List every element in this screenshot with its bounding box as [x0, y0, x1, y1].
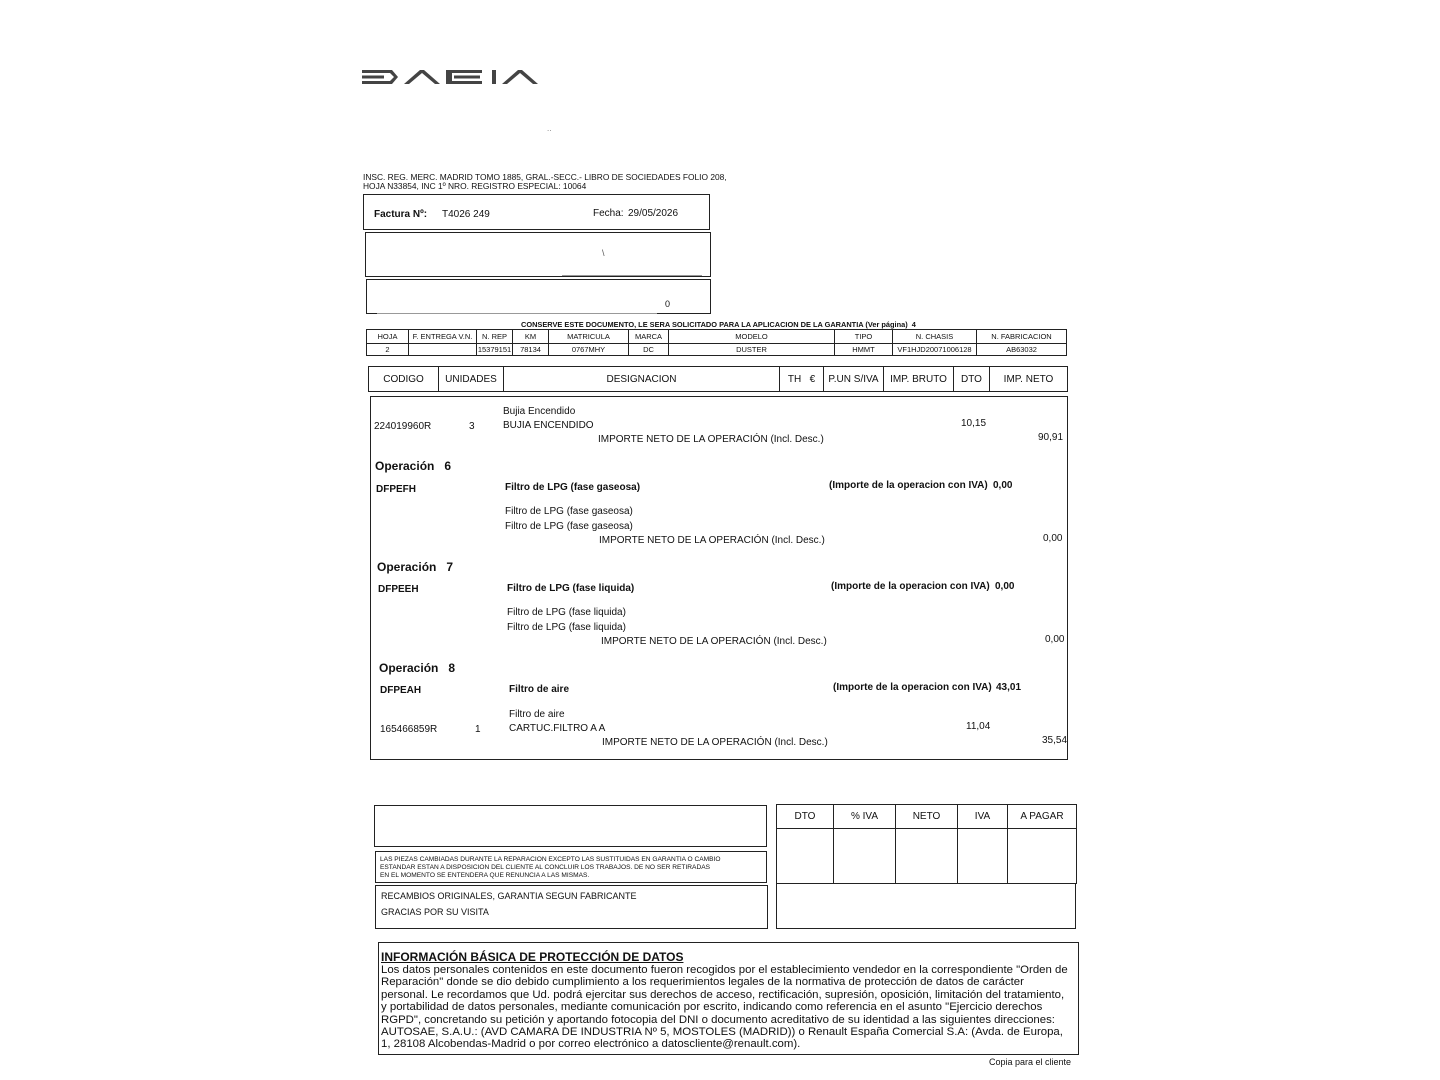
op7-title: Operación 7 [377, 560, 454, 574]
op6-name: Filtro de LPG (fase gaseosa) [505, 482, 641, 493]
totals-a-pagar [1008, 829, 1077, 884]
vehicle-header-tipo: TIPO [835, 330, 893, 344]
scan-speck: .. [547, 124, 552, 133]
op8-price: 11,04 [966, 721, 991, 732]
client-box [365, 232, 711, 277]
totals-neto [896, 829, 958, 884]
col-imp-bruto: IMP. BRUTO [884, 367, 954, 392]
invoice-number-label: Factura Nº: [374, 209, 428, 220]
vehicle-marca: DC [629, 344, 669, 356]
invoice-date: 29/05/2026 [628, 208, 679, 219]
op8-part: CARTUC.FILTRO A A [509, 723, 606, 734]
vehicle-header-marca: MARCA [629, 330, 669, 344]
op8-iva: 43,01 [996, 682, 1022, 693]
footer-blank-box [374, 805, 767, 847]
totals-iva-pct [834, 829, 896, 884]
op7-iva-label: (Importe de la operacion con IVA) [831, 581, 990, 592]
col-imp-neto: IMP. NETO [990, 367, 1068, 392]
vehicle-header-matricula: MATRICULA [549, 330, 629, 344]
euro-sign: € [809, 373, 816, 385]
vehicle-header-modelo: MODELO [669, 330, 835, 344]
op6-iva-label: (Importe de la operacion con IVA) [829, 480, 988, 491]
rgpd-title: INFORMACIÓN BÁSICA DE PROTECCIÓN DE DATOS [381, 950, 684, 964]
col-dto: DTO [954, 367, 990, 392]
op8-net: 35,54 [1042, 735, 1068, 746]
registry-line-2: HOJA N33854, INC 1º NRO. REGISTRO ESPECIAL: 10064 [363, 181, 587, 191]
item1-net: 90,91 [1038, 432, 1064, 443]
col-th: TH € [780, 367, 824, 392]
totals-header-dto: DTO [777, 805, 834, 829]
invoice-number: T4026 249 [442, 209, 490, 220]
op7-net: 0,00 [1045, 634, 1065, 645]
col-pun: P.UN S/IVA [824, 367, 884, 392]
parts-notice-1: LAS PIEZAS CAMBIADAS DURANTE LA REPARACION EXCEPTO LAS SUSTITUIDAS EN GARANTIA O CAMBIO [380, 856, 721, 863]
vehicle-header-rep: N. REP [477, 330, 513, 344]
client-mark: \ [602, 248, 605, 258]
op7-desc1: Filtro de LPG (fase liquida) [507, 607, 626, 618]
op8-code: DFPEAH [380, 685, 422, 696]
op8-desc1: Filtro de aire [509, 709, 565, 720]
item1-code: 224019960R [374, 421, 432, 432]
op6-iva: 0,00 [993, 480, 1013, 491]
vehicle-table [366, 329, 1067, 356]
original-parts: RECAMBIOS ORIGINALES, GARANTIA SEGUN FABRICANTE [381, 891, 637, 901]
totals-dto [777, 829, 834, 884]
op8-name: Filtro de aire [509, 684, 570, 695]
vehicle-fabricacion: AB63032 [977, 344, 1067, 356]
op6-num: 6 [444, 459, 452, 473]
op8-code2: 165466859R [380, 724, 438, 735]
items-header-table [368, 366, 1068, 392]
thanks: GRACIAS POR SU VISITA [381, 907, 489, 917]
totals-header-iva: IVA [958, 805, 1008, 829]
op8-title: Operación 8 [379, 661, 456, 675]
op6-title: Operación 6 [375, 459, 452, 473]
totals-table [776, 804, 1077, 884]
totals-header-iva-pct: % IVA [834, 805, 896, 829]
invoice-number-box [363, 194, 710, 230]
op6-desc2: Filtro de LPG (fase gaseosa) [505, 521, 633, 532]
item1-net-label: IMPORTE NETO DE LA OPERACIÓN (Incl. Desc.) [598, 434, 824, 445]
vehicle-km: 78134 [513, 344, 549, 356]
vehicle-entrega [409, 344, 477, 356]
op7-desc2: Filtro de LPG (fase liquida) [507, 622, 626, 633]
op6-desc1: Filtro de LPG (fase gaseosa) [505, 506, 633, 517]
vehicle-matricula: 0767MHY [549, 344, 629, 356]
client-underline [562, 275, 702, 276]
op8-units: 1 [475, 724, 481, 735]
rgpd-body: Los datos personales contenidos en este documento fueron recogidos por el establecimiento vendedor en la correspondiente "Orden de Reparación" donde se dio debido cumplimiento a los requerimientos legales de la normativa de protección de datos de carácter personal. Le recordamos que Ud. podrá ejercitar sus derechos de acceso, rectificación, supresión, oposición, limitación del tratamiento, y portabilidad de datos personales, mediante comunicación por escrito, indicando como referencia en el asunto "Ejercicio derechos RGPD", concretando su petición y aportando fotocopia del DNI o documento acreditativo de su identidad a las siguientes direcciones: AUTOSAE, S.A.U.: (AVD CAMARA DE INDUSTRIA Nº 5, MOSTOLES (MADRID)) o Renault España Comercial S.A: (Avda. de Europa, 1, 28108 Alcobendas-Madrid o por correo electrónico a datoscliente@renault.com). [381, 964, 1068, 1051]
vehicle-modelo: DUSTER [669, 344, 835, 356]
parts-notice-box [375, 851, 767, 883]
op6-net: 0,00 [1043, 533, 1063, 544]
item1-price: 10,15 [961, 418, 987, 429]
col-designacion: DESIGNACION [504, 367, 780, 392]
op6-code: DFPEFH [376, 484, 416, 495]
op7-num: 7 [446, 560, 454, 574]
item1-name: BUJIA ENCENDIDO [503, 420, 594, 431]
registry-line-1: INSC. REG. MERC. MADRID TOMO 1885, GRAL.-SECC.- LIBRO DE SOCIEDADES FOLIO 208, [363, 172, 727, 182]
op7-net-label: IMPORTE NETO DE LA OPERACIÓN (Incl. Desc.) [601, 636, 827, 647]
parts-notice-2: ESTANDAR ESTAN A DISPOSICION DEL CLIENTE AL CONCLUIR LOS TRABAJOS. DE NO SER RETIRADAS [380, 864, 711, 871]
vehicle-chasis: VF1HJD20071006128 [893, 344, 977, 356]
op7-name: Filtro de LPG (fase liquida) [507, 583, 635, 594]
vehicle-value-row [367, 344, 1067, 356]
totals-header-neto: NETO [896, 805, 958, 829]
col-codigo: CODIGO [369, 367, 439, 392]
op8-iva-label: (Importe de la operacion con IVA) [833, 682, 992, 693]
items-body [370, 396, 1068, 760]
vehicle-header-fabricacion: N. FABRICACION [977, 330, 1067, 344]
guarantee-box [375, 885, 768, 929]
warranty-notice: CONSERVE ESTE DOCUMENTO, LE SERA SOLICITADO PARA LA APLICACION DE LA GARANTIA (Ver página) 4 [521, 320, 916, 329]
op7-iva: 0,00 [995, 581, 1015, 592]
vehicle-rep: 15379151 [477, 345, 512, 354]
vehicle-header-row [367, 330, 1067, 344]
warranty-page: 4 [911, 320, 916, 329]
vehicle-tipo: HMMT [835, 344, 893, 356]
vehicle-hoja: 2 [367, 344, 409, 356]
totals-iva [958, 829, 1008, 884]
address-mark: 0 [665, 299, 671, 309]
vehicle-header-chasis: N. CHASIS [893, 330, 977, 344]
item1-desc: Bujia Encendido [503, 406, 576, 417]
op8-num: 8 [448, 661, 456, 675]
vehicle-header-hoja: HOJA [367, 330, 409, 344]
vehicle-header-km: KM [513, 330, 549, 344]
copy-label: Copia para el cliente [989, 1057, 1072, 1067]
op8-net-label: IMPORTE NETO DE LA OPERACIÓN (Incl. Desc.) [602, 737, 828, 748]
item1-units: 3 [469, 421, 475, 432]
op6-net-label: IMPORTE NETO DE LA OPERACIÓN (Incl. Desc.) [599, 535, 825, 546]
invoice-date-label: Fecha: [593, 208, 624, 219]
vehicle-header-entrega: F. ENTREGA V.N. [409, 330, 477, 344]
totals-bottom-box [776, 883, 1076, 929]
address-box [366, 279, 711, 314]
parts-notice-3: EN EL MOMENTO SE ENTENDERA QUE RENUNCIA A LAS MISMAS. [380, 872, 590, 879]
address-underline [377, 313, 657, 314]
totals-header-a-pagar: A PAGAR [1008, 805, 1077, 829]
dacia-logo [362, 62, 538, 92]
op7-code: DFPEEH [378, 584, 419, 595]
col-unidades: UNIDADES [439, 367, 504, 392]
